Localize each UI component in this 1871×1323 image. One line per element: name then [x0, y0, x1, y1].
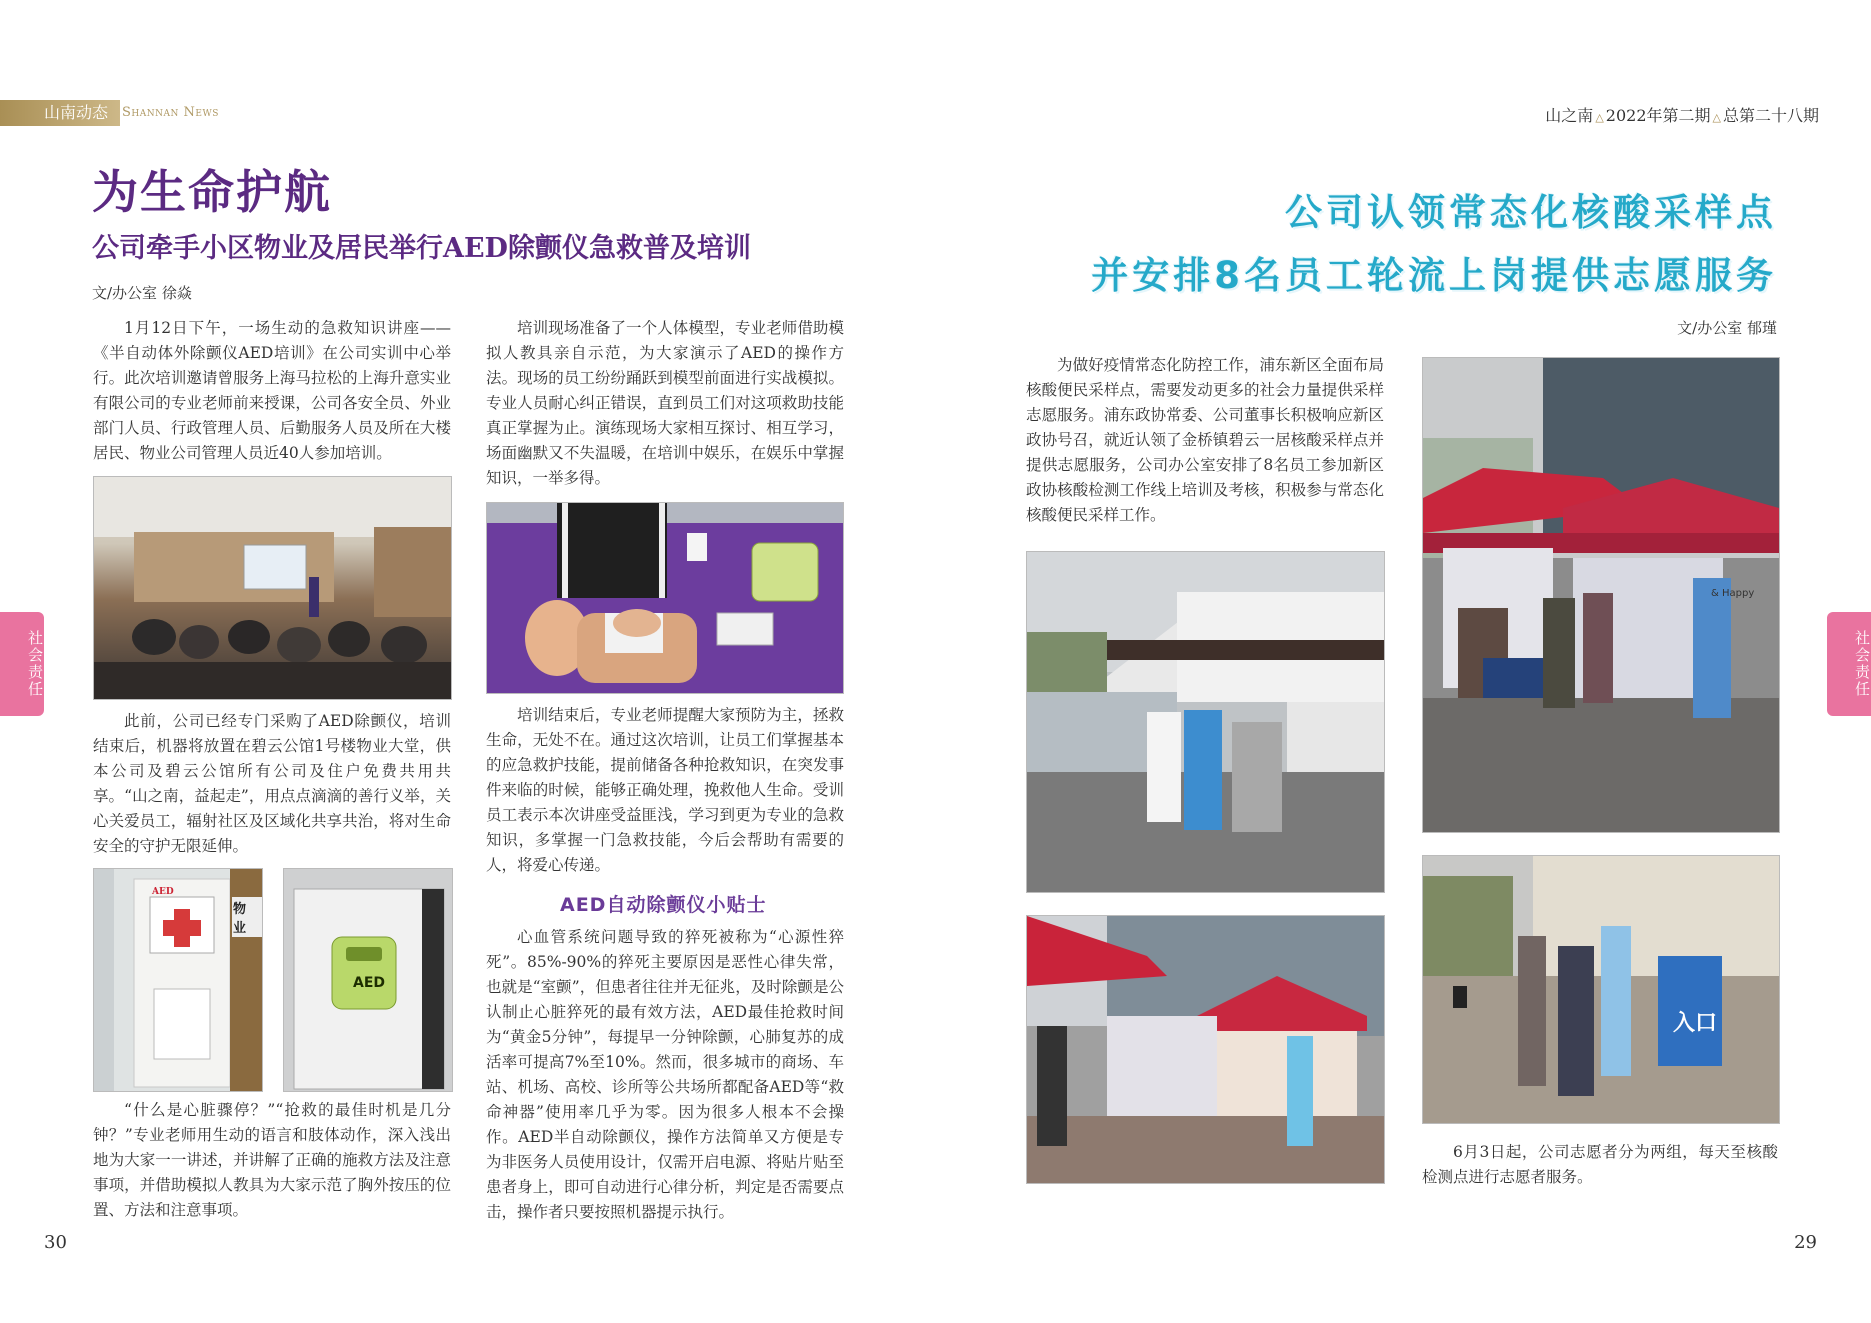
article-title-left: 为生命护航	[92, 165, 332, 219]
byline-right: 文/办公室 郁瑾	[1677, 319, 1777, 337]
article-title-right-line1: 公司认领常态化核酸采样点	[1285, 191, 1777, 234]
cpr-practice-illustration	[487, 503, 843, 693]
triangle-icon: △	[1595, 111, 1604, 124]
training-room-illustration	[94, 477, 451, 699]
col1-paragraph-2: 此前，公司已经专门采购了AED除颤仪，培训结束后，机器将放置在碧云公馆1号楼物业大堂，供本公司及碧云公馆所有公司及住户免费共用共享。“山之南，益起走”，用点点滴滴的善行义举，关心关爱员工，辐射社区及区域化共享共治，将对生命安全的守护无限延伸。	[93, 712, 451, 855]
col1-paragraph-3: “什么是心脏骤停？”“抢救的最佳时机是几分钟？”专业老师用生动的语言和肢体动作，深入浅出地为大家一一讲述，并讲解了正确的施救方法及注意事项，并借助模拟人教具为大家示范了胸外按压的位置、方法和注意事项。	[93, 1101, 451, 1219]
section-english: Shannan News	[122, 105, 219, 120]
issue-number: 2022年第二期	[1605, 106, 1711, 125]
cpr-practice-photo	[486, 502, 844, 694]
red-tents-photo	[1026, 915, 1385, 1184]
right-paragraph-2: 6月3日起，公司志愿者分为两组，每天至核酸检测点进行志愿者服务。	[1422, 1143, 1778, 1186]
aed-cabinet-photo	[93, 868, 263, 1092]
sampling-booth-illustration	[1027, 552, 1384, 892]
col2-paragraph-1: 培训现场准备了一个人体模型，专业老师借助模拟人教具亲自示范，为大家演示了AED的操作方法。现场的员工纷纷踊跃到模型前面进行实战模拟。专业人员耐心纠正错误，直到员工们对这项救助技能真正掌握为止。演练现场大家相互探讨、相互学习，场面幽默又不失温暖，在培训中娱乐，在娱乐中掌握知识，一举多得。	[486, 319, 844, 487]
tent-banner-text: & Happy	[1711, 588, 1755, 599]
right-paragraph-1: 为做好疫情常态化防控工作，浦东新区全面布局核酸便民采样点，需要发动更多的社会力量提供采样志愿服务。浦东政协常委、公司董事长积极响应新区政协号召，就近认领了金桥镇碧云一居核酸采样点并提供志愿服务，公司办公室安排了8名员工参加新区政协核酸检测工作线上培训及考核，积极参与常态化核酸便民采样工作。	[1026, 356, 1384, 524]
magazine-name: 山之南	[1545, 106, 1594, 125]
aed-cabinet-label: AED	[152, 887, 174, 897]
sampling-booth-photo	[1026, 551, 1385, 893]
issue-info	[1545, 103, 1819, 126]
triangle-icon: △	[1712, 111, 1721, 124]
aed-device-photo	[283, 868, 453, 1092]
entrance-sign-text: 入口	[1673, 1011, 1718, 1036]
entrance-photo	[1422, 855, 1780, 1124]
page-number-left: 30	[44, 1232, 67, 1253]
page-number-right: 29	[1794, 1232, 1817, 1253]
byline-left: 文/办公室 徐焱	[92, 284, 192, 302]
article-subtitle-left: 公司牵手小区物业及居民举行AED除颤仪急救普及培训	[92, 233, 751, 264]
aed-device-label: AED	[353, 975, 386, 991]
article-title-right-line2: 并安排8名员工轮流上岗提供志愿服务	[1091, 254, 1777, 297]
col2-paragraph-2: 培训结束后，专业老师提醒大家预防为主，拯救生命，无处不在。通过这次培训，让员工们掌握基本的应急救护技能，提前储备各种抢救知识，在突发事件来临的时候，能够正确处理，挽救他人生命。受训员工表示本次讲座受益匪浅，学习到更为专业的急救知识，多掌握一门急救技能，今后会帮助有需要的人，将爱心传递。	[486, 706, 844, 874]
side-tab-right: 社会责任	[1827, 612, 1871, 716]
section-tab: 山南动态	[0, 100, 120, 126]
sampling-tent-photo	[1422, 357, 1780, 833]
entrance-illustration	[1423, 856, 1779, 1123]
training-room-photo	[93, 476, 452, 700]
col1-paragraph-1: 1月12日下午，一场生动的急救知识讲座——《半自动体外除颤仪AED培训》在公司实训中心举行。此次培训邀请曾服务上海马拉松的上海升意实业有限公司的专业老师前来授课，公司各安全员、外业部门人员、行政管理人员、后勤服务人员及所在大楼居民、物业公司管理人员近40人参加培训。	[93, 319, 451, 462]
total-issue: 总第二十八期	[1722, 106, 1819, 125]
property-sign-text: 物 业	[232, 897, 262, 937]
tip-paragraph: 心血管系统问题导致的猝死被称为“心源性猝死”。85%-90%的猝死主要原因是恶性心律失常，也就是“室颤”，但患者往往并无征兆，及时除颤是公认制止心脏猝死的最有效方法，AED最佳抢救时间为“黄金5分钟”，每提早一分钟除颤，心肺复苏的成活率可提高7%至10%。然而，很多城市的商场、车站、机场、高校、诊所等公共场所都配备AED等“救命神器”使用率几乎为零。因为很多人根本不会操作。AED半自动除颤仪，操作方法简单又方便是专为非医务人员使用设计，仅需开启电源、将贴片贴至患者身上，即可自动进行心律分析，判定是否需要点击，操作者只要按照机器提示执行。	[486, 928, 844, 1221]
tip-title: AED自动除颤仪小贴士	[560, 894, 767, 916]
red-tents-illustration	[1027, 916, 1384, 1183]
side-tab-left: 社会责任	[0, 612, 44, 716]
